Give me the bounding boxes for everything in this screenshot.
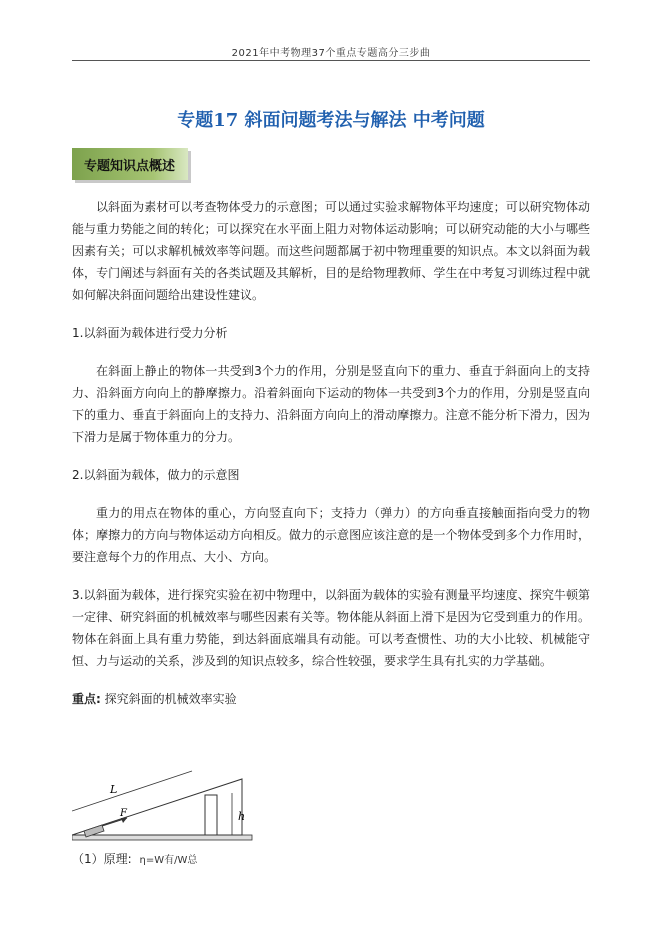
- section-tag: [72, 148, 188, 180]
- principle-label: （1）原理:: [72, 852, 132, 866]
- intro-paragraph: 以斜面为素材可以考查物体受力的示意图；可以通过实验求解物体平均速度；可以研究物体动能与重力势能之间的转化；可以探究在水平面上阻力对物体运动影响；可以研究动能的大小与哪些因素有关；可以求解机械效率等问题。而这些问题都属于初中物理重要的知识点。本文以斜面为载体，专门阐述与斜面有关的各类试题及其解析，目的是给物理教师、学生在中考复习训练过程中就如何解决斜面问题给出建设性建议。: [72, 200, 590, 302]
- header-divider: [72, 60, 590, 61]
- section-body-1: 在斜面上静止的物体一共受到3个力的作用，分别是竖直向下的重力、垂直于斜面向上的支持力、沿斜面方向向上的静摩擦力。沿着斜面向下运动的物体一共受到3个力的作用，分别是竖直向下的重力、垂直于斜面向上的支持力、沿斜面方向向上的滑动摩擦力。注意不能分析下滑力，因为下滑力是属于物体重力的分力。: [72, 364, 590, 444]
- height-label: h: [238, 810, 246, 823]
- incline-diagram: [72, 765, 272, 845]
- key-point-label: 重点:: [72, 692, 101, 706]
- support-block: [205, 795, 217, 835]
- base-platform: [72, 835, 252, 840]
- force-label: F: [120, 808, 127, 819]
- length-label: L: [110, 783, 118, 796]
- key-point: [72, 688, 590, 710]
- key-point-text: 探究斜面的机械效率实验: [104, 692, 237, 706]
- section-heading-2: 2.以斜面为载体，做力的示意图: [72, 468, 240, 482]
- section-heading-1: 1.以斜面为载体进行受力分析: [72, 326, 228, 340]
- principle-formula: η=W有/W总: [139, 855, 198, 866]
- article-body: [72, 196, 590, 718]
- page-header: 2021年中考物理37个重点专题高分三步曲: [231, 48, 431, 59]
- page-title: 专题17 斜面问题考法与解法 中考问题: [177, 110, 485, 131]
- section-body-2: 重力的用点在物体的重心，方向竖直向下；支持力（弹力）的方向垂直接触面指向受力的物体；摩擦力的方向与物体运动方向相反。做力的示意图应该注意的是一个物体受到多个力作用时，要注意每个力的作用点、大小、方向。: [72, 506, 590, 564]
- section-tag-label: 专题知识点概述: [84, 159, 176, 174]
- section-3-paragraph: 3.以斜面为载体，进行探究实验在初中物理中，以斜面为载体的实验有测量平均速度、探究牛顿第一定律、研究斜面的机械效率与哪些因素有关等。物体能从斜面上滑下是因为它受到重力的作用。物体在斜面上具有重力势能，到达斜面底端具有动能。可以考查惯性、功的大小比较、机械能守恒、力与运动的关系，涉及到的知识点较多，综合性较强，要求学生具有扎实的力学基础。: [72, 588, 590, 668]
- principle-line: [72, 850, 197, 867]
